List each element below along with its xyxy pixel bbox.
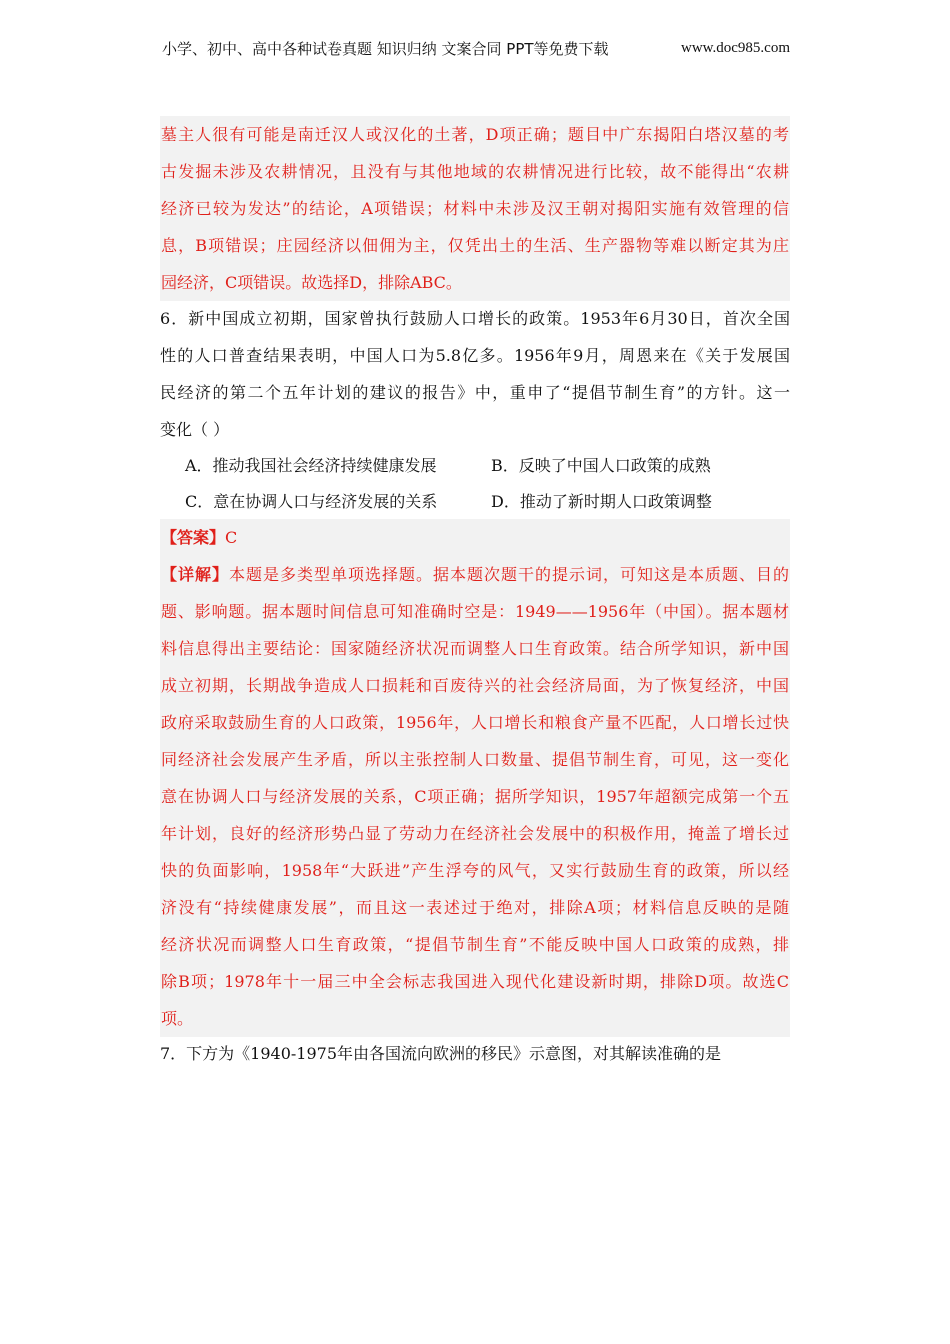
- text-line: 变化（ ）: [160, 420, 230, 439]
- option-c: C．意在协调人口与经济发展的关系: [185, 492, 438, 511]
- text-line: 同经济社会发展产生矛盾，所以主张控制人口数量、提倡节制生育，可见，这一变化: [161, 750, 789, 769]
- option-row: [185, 484, 790, 520]
- text-line: 经济状况而调整人口生育政策，“提倡节制生育”不能反映中国人口政策的成熟，排: [161, 935, 789, 954]
- detail-label: 【详解】: [161, 565, 229, 584]
- text-line: 6．新中国成立初期，国家曾执行鼓励人口增长的政策。1953年6月30日，首次全国: [160, 309, 790, 328]
- option-a: A．推动我国社会经济持续健康发展: [185, 456, 437, 475]
- text-line: 墓主人很有可能是南迁汉人或汉化的土著，D项正确；题目中广东揭阳白塔汉墓的考: [161, 125, 789, 144]
- q6-options: [185, 448, 790, 520]
- q7-stem: [160, 1035, 790, 1072]
- text-line: 年计划，良好的经济形势凸显了劳动力在经济社会发展中的积极作用，掩盖了增长过: [161, 824, 789, 843]
- header-promo-text: 小学、初中、高中各种试卷真题 知识归纳 文案合同 PPT等免费下载: [162, 40, 609, 58]
- text-line: 项。: [161, 1009, 194, 1028]
- text-line: 成立初期，长期战争造成人口损耗和百废待兴的社会经济局面，为了恢复经济，中国: [161, 676, 789, 695]
- q6-answer-block: [160, 519, 790, 1037]
- q6-stem: [160, 300, 790, 448]
- text-line: 古发掘未涉及农耕情况，且没有与其他地域的农耕情况进行比较，故不能得出“农耕: [161, 162, 789, 181]
- text-line: 7．下方为《1940-1975年由各国流向欧洲的移民》示意图，对其解读准确的是: [160, 1044, 722, 1063]
- answer-line: [161, 519, 789, 556]
- text-line: 政府采取鼓励生育的人口政策，1956年，人口增长和粮食产量不匹配，人口增长过快: [161, 713, 789, 732]
- text-line: 料信息得出主要结论：国家随经济状况而调整人口生育政策。结合所学知识，新中国: [161, 639, 789, 658]
- text-line: 意在协调人口与经济发展的关系，C项正确；据所学知识，1957年超额完成第一个五: [161, 787, 789, 806]
- text-line: 济没有“持续健康发展”，而且这一表述过于绝对，排除A项；材料信息反映的是随: [161, 898, 789, 917]
- detail-line: [161, 556, 789, 593]
- header-site-url: www.doc985.com: [680, 40, 790, 56]
- q5-explanation: [160, 116, 790, 301]
- text-line: 经济已较为发达”的结论，A项错误；材料中未涉及汉王朝对揭阳实施有效管理的信: [161, 199, 789, 218]
- text-line: 民经济的第二个五年计划的建议的报告》中，重申了“提倡节制生育”的方针。这一: [160, 383, 790, 402]
- text-line: 性的人口普查结果表明，中国人口为5.8亿多。1956年9月，周恩来在《关于发展国: [160, 346, 790, 365]
- text-line: 除B项；1978年十一届三中全会标志我国进入现代化建设新时期，排除D项。故选C: [161, 972, 789, 991]
- answer-label: 【答案】: [161, 528, 226, 547]
- answer-value: C: [225, 528, 238, 547]
- text-line: 快的负面影响，1958年“大跃进”产生浮夸的风气，又实行鼓励生育的政策，所以经: [161, 861, 789, 880]
- page-header: [162, 38, 790, 59]
- option-b: B．反映了中国人口政策的成熟: [491, 456, 711, 475]
- text-line: 园经济，C项错误。故选择D，排除ABC。: [161, 273, 462, 292]
- text-line: 题、影响题。据本题时间信息可知准确时空是：1949——1956年（中国）。据本题材: [161, 602, 789, 621]
- text-line: 息，B项错误；庄园经济以佃佣为主，仅凭出土的生活、生产器物等难以断定其为庄: [161, 236, 789, 255]
- option-row: [185, 448, 790, 484]
- option-d: D．推动了新时期人口政策调整: [491, 492, 712, 511]
- detail-first-text: 本题是多类型单项选择题。据本题次题干的提示词，可知这是本质题、目的: [229, 565, 789, 584]
